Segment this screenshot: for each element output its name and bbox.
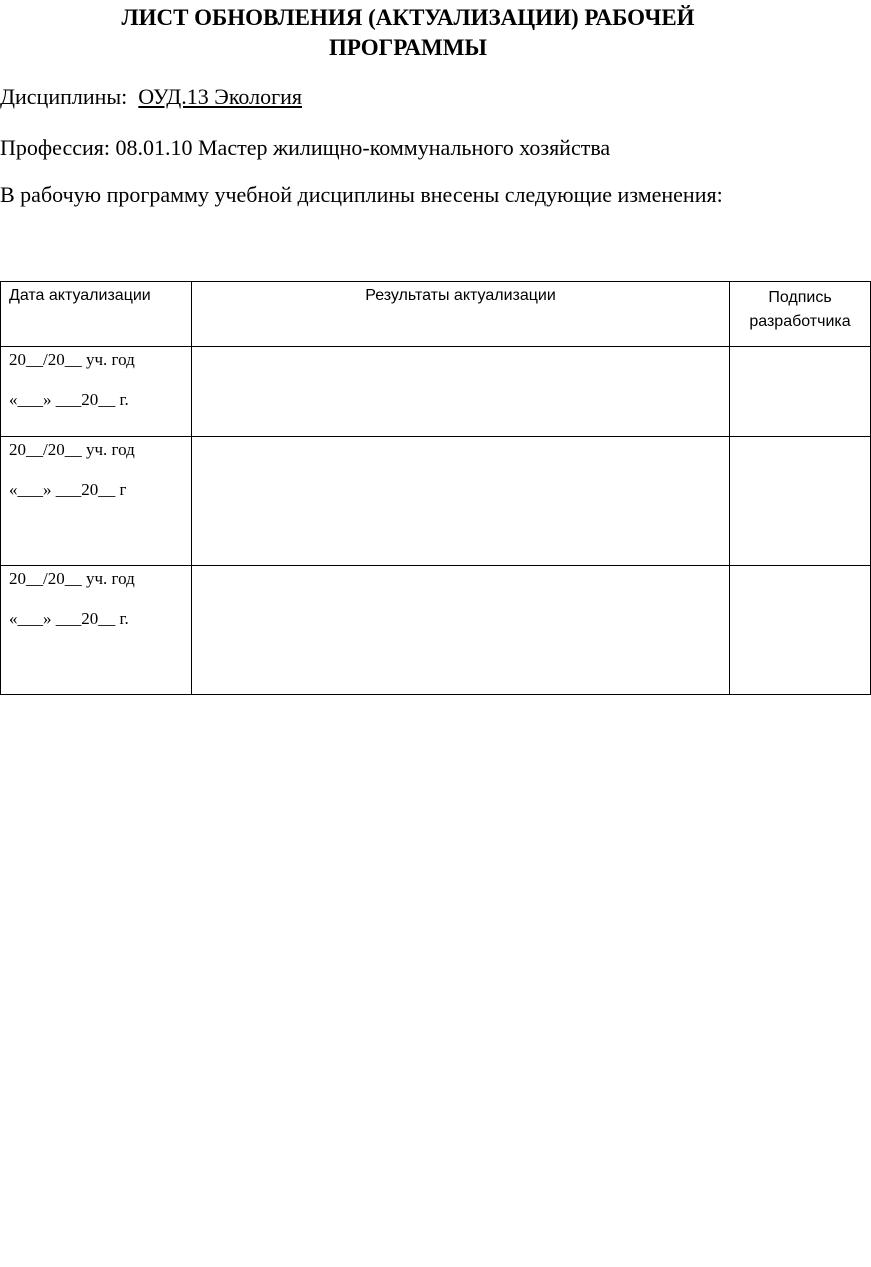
row-3-results-cell	[192, 566, 730, 695]
header-signature-line-1: Подпись	[768, 289, 832, 306]
document-title-line-1: ЛИСТ ОБНОВЛЕНИЯ (АКТУАЛИЗАЦИИ) РАБОЧЕЙ	[121, 5, 695, 30]
row-2-results-cell	[192, 437, 730, 566]
header-date: Дата актуализации	[1, 282, 192, 347]
table-row	[1, 566, 871, 695]
row-1-date: «___» ___20__ г.	[9, 390, 129, 409]
table-row	[1, 437, 871, 566]
row-1-results-cell	[192, 347, 730, 437]
row-3-academic-year: 20__/20__ уч. год	[9, 569, 135, 588]
row-2-academic-year: 20__/20__ уч. год	[9, 440, 135, 459]
row-2-date: «___» ___20__ г	[9, 480, 127, 499]
header-signature	[730, 282, 871, 347]
table-header-row	[1, 282, 871, 347]
header-signature-line-2: разработчика	[749, 313, 851, 330]
discipline-label: Дисциплины:	[0, 84, 128, 109]
row-2-signature-cell	[730, 437, 871, 566]
row-1-signature-cell	[730, 347, 871, 437]
update-table	[0, 281, 871, 695]
document-title-line-2: ПРОГРАММЫ	[328, 35, 488, 60]
row-3-signature-cell	[730, 566, 871, 695]
row-1-academic-year: 20__/20__ уч. год	[9, 350, 135, 369]
row-1-date-cell	[1, 347, 192, 437]
row-3-date: «___» ___20__ г.	[9, 609, 129, 628]
discipline-value: ОУД.13 Экология	[138, 84, 303, 109]
row-3-date-cell	[1, 566, 192, 695]
table-row	[1, 347, 871, 437]
changes-intro: В рабочую программу учебной дисциплины внесены следующие изменения:	[0, 182, 723, 207]
profession-line: Профессия: 08.01.10 Мастер жилищно-коммунального хозяйства	[0, 135, 611, 160]
header-results: Результаты актуализации	[192, 282, 730, 347]
discipline-line	[0, 84, 302, 110]
row-2-date-cell	[1, 437, 192, 566]
update-table-wrapper	[0, 281, 851, 695]
